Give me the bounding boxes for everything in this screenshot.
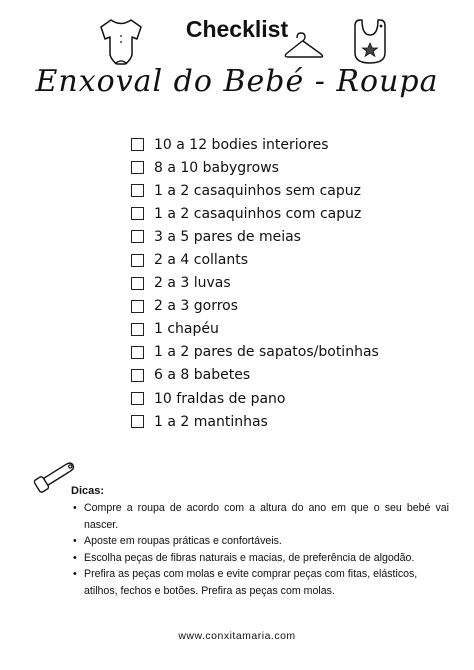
checklist-item	[131, 318, 451, 341]
checklist-item	[131, 133, 451, 156]
checkbox[interactable]	[131, 161, 144, 174]
checkbox[interactable]	[131, 369, 144, 382]
checklist-item-label: 2 a 3 gorros	[154, 298, 239, 315]
checklist-item-label: 2 a 4 collants	[154, 252, 249, 269]
checkbox[interactable]	[131, 207, 144, 220]
checklist-item-label: 1 a 2 casaquinhos sem capuz	[154, 182, 361, 199]
checkbox[interactable]	[131, 323, 144, 336]
checkbox[interactable]	[131, 230, 144, 243]
checklist-item-label: 10 a 12 bodies interiores	[154, 136, 329, 153]
checklist-item	[131, 156, 451, 179]
checkbox[interactable]	[131, 392, 144, 405]
checklist-item	[131, 272, 451, 295]
page-title: Checklist	[185, 16, 289, 42]
checkbox[interactable]	[131, 277, 144, 290]
checklist-item	[131, 179, 451, 202]
checklist-item-label: 1 a 2 casaquinhos com capuz	[154, 205, 362, 222]
tip-item: • Prefira as peças com molas e evite comprar peças com fitas, elásticos, atilhos, fechos e botões. Prefira as peças com molas.	[71, 566, 449, 599]
tip-item: • Compre a roupa de acordo com a altura do ano em que o seu bebé vai nascer.	[71, 500, 449, 533]
checklist-item	[131, 410, 451, 433]
checklist-item	[131, 341, 451, 364]
checkbox[interactable]	[131, 415, 144, 428]
checklist-item-label: 8 a 10 babygrows	[154, 159, 279, 176]
checklist-item	[131, 387, 451, 410]
checklist-item-label: 1 a 2 pares de sapatos/botinhas	[154, 344, 379, 361]
checkbox[interactable]	[131, 300, 144, 313]
checklist-item	[131, 364, 451, 387]
checklist-item	[131, 202, 451, 225]
checkbox[interactable]	[131, 184, 144, 197]
page-subtitle: Enxoval do Bebé - Roupa	[35, 64, 439, 99]
checklist	[131, 133, 451, 433]
checklist-item-label: 6 a 8 babetes	[154, 367, 251, 384]
tips-list	[71, 500, 449, 600]
tip-item: • Aposte em roupas práticas e confortáveis.	[71, 533, 449, 550]
checklist-item	[131, 225, 451, 248]
checkbox[interactable]	[131, 138, 144, 151]
checklist-item	[131, 295, 451, 318]
checklist-item-label: 1 a 2 mantinhas	[154, 413, 268, 430]
footer-website: www.conxitamaria.com	[178, 630, 296, 642]
tip-item: • Escolha peças de fibras naturais e macias, de preferência de algodão.	[71, 550, 449, 567]
tips-title: Dicas:	[71, 485, 105, 497]
checklist-item	[131, 248, 451, 271]
checklist-item-label: 3 a 5 pares de meias	[154, 228, 301, 245]
checklist-item-label: 2 a 3 luvas	[154, 275, 231, 292]
checklist-item-label: 1 chapéu	[154, 321, 219, 338]
checkbox[interactable]	[131, 346, 144, 359]
checkbox[interactable]	[131, 254, 144, 267]
checklist-item-label: 10 fraldas de pano	[154, 390, 286, 407]
